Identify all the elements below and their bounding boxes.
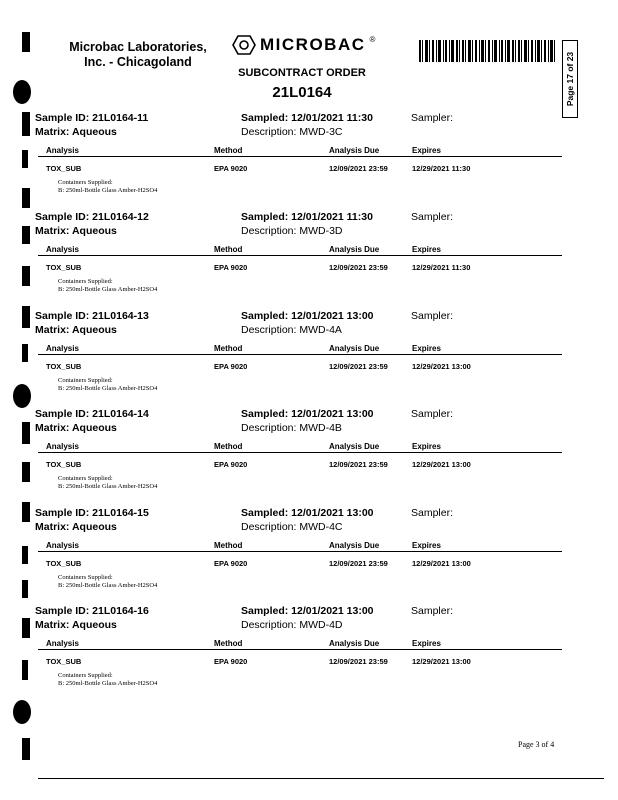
sampler-label: Sampler: [411,507,454,519]
col-analysis-header: Analysis [46,639,79,648]
registered-mark: ® [369,35,376,44]
sampler-label: Sampler: [411,112,454,124]
col-expires-header: Expires [412,442,441,451]
col-analysis-header: Analysis [46,442,79,451]
sampled-date: Sampled: 12/01/2021 13:00 [241,310,374,322]
sampled-date: Sampled: 12/01/2021 13:00 [241,408,374,420]
barcode [419,40,555,62]
expires-value: 12/29/2021 13:00 [412,657,471,666]
col-due-header: Analysis Due [329,442,380,451]
sampler-label: Sampler: [411,408,454,420]
containers-label: Containers Supplied: [58,278,113,285]
sample-id: Sample ID: 21L0164-12 [35,211,149,223]
sampled-date: Sampled: 12/01/2021 13:00 [241,605,374,617]
expires-value: 12/29/2021 13:00 [412,362,471,371]
container-value: B: 250ml-Bottle Glass Amber-H2SO4 [58,286,158,293]
method-value: EPA 9020 [214,460,248,469]
containers-label: Containers Supplied: [58,475,113,482]
description: Description: MWD-3C [241,126,343,138]
matrix: Matrix: Aqueous [35,324,117,336]
order-number: 21L0164 [272,84,332,101]
col-expires-header: Expires [412,541,441,550]
expires-value: 12/29/2021 11:30 [412,263,471,272]
description: Description: MWD-4B [241,422,342,434]
page-count-label: Page 17 of 23 [565,51,575,107]
sample-block [0,507,618,605]
header-rule [38,255,562,256]
col-analysis-header: Analysis [46,245,79,254]
due-value: 12/09/2021 23:59 [329,657,388,666]
company-name [48,40,228,70]
scan-mark [22,32,30,52]
logo-text: MICROBAC [260,35,366,54]
sample-id: Sample ID: 21L0164-11 [35,112,149,124]
sampled-date: Sampled: 12/01/2021 11:30 [241,211,373,223]
due-value: 12/09/2021 23:59 [329,164,388,173]
sample-block [0,211,618,309]
col-analysis-header: Analysis [46,344,79,353]
col-method-header: Method [214,245,243,254]
company-name-line1: Microbac Laboratories, [69,40,207,54]
due-value: 12/09/2021 23:59 [329,263,388,272]
analysis-value: TOX_SUB [46,164,82,173]
method-value: EPA 9020 [214,559,248,568]
matrix: Matrix: Aqueous [35,422,117,434]
analysis-value: TOX_SUB [46,362,82,371]
due-value: 12/09/2021 23:59 [329,362,388,371]
analysis-value: TOX_SUB [46,263,82,272]
col-expires-header: Expires [412,146,441,155]
col-due-header: Analysis Due [329,344,380,353]
col-analysis-header: Analysis [46,541,79,550]
method-value: EPA 9020 [214,263,248,272]
containers-label: Containers Supplied: [58,377,113,384]
col-method-header: Method [214,344,243,353]
sampler-label: Sampler: [411,605,454,617]
header-rule [38,452,562,453]
containers-label: Containers Supplied: [58,179,113,186]
containers-label: Containers Supplied: [58,574,113,581]
page-count-box [562,40,578,118]
col-expires-header: Expires [412,639,441,648]
container-value: B: 250ml-Bottle Glass Amber-H2SO4 [58,187,158,194]
method-value: EPA 9020 [214,657,248,666]
due-value: 12/09/2021 23:59 [329,460,388,469]
col-due-header: Analysis Due [329,639,380,648]
company-name-line2: Inc. - Chicagoland [84,55,192,69]
logo-hexagon-icon [232,35,256,55]
col-method-header: Method [214,639,243,648]
description: Description: MWD-3D [241,225,343,237]
sampled-date: Sampled: 12/01/2021 13:00 [241,507,374,519]
method-value: EPA 9020 [214,164,248,173]
sampler-label: Sampler: [411,211,454,223]
footer-rule [38,778,604,779]
matrix: Matrix: Aqueous [35,619,117,631]
matrix: Matrix: Aqueous [35,126,117,138]
container-value: B: 250ml-Bottle Glass Amber-H2SO4 [58,680,158,687]
order-label: SUBCONTRACT ORDER [238,67,366,79]
description: Description: MWD-4D [241,619,343,631]
expires-value: 12/29/2021 13:00 [412,559,471,568]
col-expires-header: Expires [412,344,441,353]
analysis-value: TOX_SUB [46,559,82,568]
header-rule [38,156,562,157]
sample-block [0,112,618,210]
container-value: B: 250ml-Bottle Glass Amber-H2SO4 [58,385,158,392]
sampler-label: Sampler: [411,310,454,322]
col-analysis-header: Analysis [46,146,79,155]
container-value: B: 250ml-Bottle Glass Amber-H2SO4 [58,483,158,490]
col-method-header: Method [214,442,243,451]
col-due-header: Analysis Due [329,245,380,254]
sample-id: Sample ID: 21L0164-14 [35,408,149,420]
sampled-date: Sampled: 12/01/2021 11:30 [241,112,373,124]
container-value: B: 250ml-Bottle Glass Amber-H2SO4 [58,582,158,589]
description: Description: MWD-4A [241,324,342,336]
description: Description: MWD-4C [241,521,343,533]
footer-page-number: Page 3 of 4 [518,740,555,749]
sample-id: Sample ID: 21L0164-13 [35,310,149,322]
header-rule [38,649,562,650]
containers-label: Containers Supplied: [58,672,113,679]
hole-punch-mark [13,80,31,104]
matrix: Matrix: Aqueous [35,225,117,237]
sample-block [0,310,618,408]
col-due-header: Analysis Due [329,541,380,550]
sample-block [0,408,618,506]
scan-mark [22,738,30,760]
analysis-value: TOX_SUB [46,657,82,666]
analysis-value: TOX_SUB [46,460,82,469]
col-method-header: Method [214,541,243,550]
sample-block [0,605,618,703]
col-expires-header: Expires [412,245,441,254]
hole-punch-mark [13,700,31,724]
sample-id: Sample ID: 21L0164-15 [35,507,149,519]
matrix: Matrix: Aqueous [35,521,117,533]
sample-id: Sample ID: 21L0164-16 [35,605,149,617]
microbac-logo [232,35,375,55]
method-value: EPA 9020 [214,362,248,371]
header-rule [38,551,562,552]
col-method-header: Method [214,146,243,155]
col-due-header: Analysis Due [329,146,380,155]
expires-value: 12/29/2021 11:30 [412,164,471,173]
due-value: 12/09/2021 23:59 [329,559,388,568]
expires-value: 12/29/2021 13:00 [412,460,471,469]
header-rule [38,354,562,355]
